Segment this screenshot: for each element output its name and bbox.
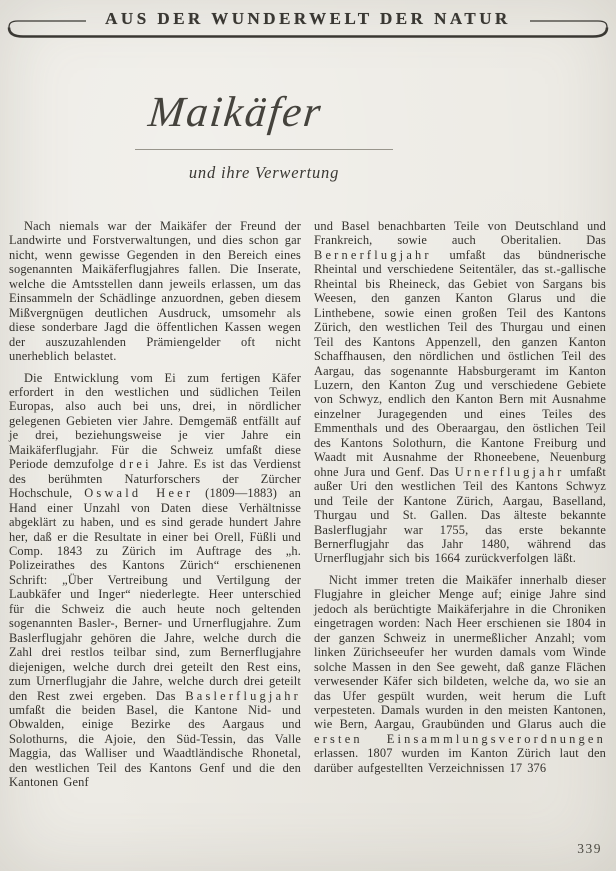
text-segment: Nicht immer treten die Maikäfer innerhalb dieser Flugjahre in gleicher Menge auf; einige Jahre sind jedoch als berüchtigte Maikäferjahre in die Chroniken eingetragen worden: Nach Heer erschienen sie 1804 in der ganzen Schweiz in unermeßlicher Anzahl; vom linken Zürichseeufer her wurden damals vom Winde solche Massen in den See geweht, daß ganze Flächen verwesender Käfer sich bildeten, welche da, wo sie an das Ufer gespült wurden, weit herum die Luft verpesteten. Damals wurden in den meisten Kantonen, wie Bern, Aargau, Graubünden und Glarus auch die [314, 572, 606, 732]
text-segment: umfaßt die beiden Basel, die Kantone Nid- und Obwalden, einige Bezirke des Aargaus und Solothurns, die Ajoie, den Süd-Tessin, das Valle Maggia, das Walliser und Waadtländische Rhonetal, den westlichen Teil des Kantons Genf und die den Kantonen Genf [9, 702, 301, 790]
paragraph [314, 573, 606, 775]
page-header [0, 0, 616, 46]
text-segment: Jahre. Es ist das Verdienst des berühmten Naturforschers der Zürcher Hochschule, [9, 457, 302, 501]
text-segment: Die Entwicklung vom Ei zum fertigen Käfer erfordert in den westlichen und südlichen Teilen Europas, also auch bei uns, drei, in nördlicher gelegenen Gebieten vier Jahre. Demgemäß entfällt auf je drei, beziehungsweise je vier Jahre ein Maikäferflugjahr. Für die Schweiz umfaßt diese Periode demzufolge [9, 370, 301, 472]
text-segment: umfaßt außer Uri den westlichen Teil des Kantons Schwyz und Teile der Kantone Zürich, Aargau, Baselland, Thurgau und St. Gallen. Das älteste bekannte Baslerflugjahr war 1755, das erste bekannte Bernerflugjahr das Jahr 1480, während das Urnerflugjahr sich bis 1664 zurückverfolgen läßt. [314, 464, 606, 566]
text-segment: Nach niemals war der Maikäfer der Freund der Landwirte und Forstverwaltungen, und dies schon gar nicht, wenn gewisse Gegenden in den Bereich eines sogenannten Maikäferflugjahres fallen. Die Inserate, welche die Amtsstellen dann jeweils erlassen, um das Einsammeln der Schädlinge anzuordnen, geben diesem Mißvergnügen deutlichen Ausdruck, umsomehr als diese sonderbare Jagd die öffentlichen Kassen wegen der auszuzahlenden Prämiengelder oft nicht unerheblich belastet. [9, 219, 301, 364]
letterspaced-text: Baslerflugjahr [185, 688, 301, 703]
article-title: Maikäfer [146, 89, 325, 136]
text-column-left [9, 219, 301, 790]
paragraph [9, 371, 301, 790]
letterspaced-text: Bernerflugjahr [314, 247, 432, 262]
section-title: AUS DER WUNDERWELT DER NATUR [105, 9, 511, 28]
text-column-right [314, 219, 606, 790]
title-rule [135, 149, 393, 150]
letterspaced-text: Urnerflugjahr [454, 464, 565, 479]
article-body [0, 219, 616, 790]
text-segment: erlassen. 1807 wurden im Kanton Zürich laut den darüber aufgestellten Verzeichnissen 17 376 [314, 746, 606, 775]
text-segment: und Basel benachbarten Teile von Deutschland und Frankreich, sowie auch Oberitalien. Das [314, 219, 606, 248]
letterspaced-text: ersten Einsammlungsverordnungen [314, 731, 606, 746]
article-subtitle: und ihre Verwertung [188, 163, 340, 182]
paragraph [9, 219, 301, 364]
text-segment: umfaßt das bündnerische Rheintal und verschiedene Seitentäler, das st.-gallische Rheintal bis Rheineck, das Gebiet von Sargans bis Weesen, den ganzen Kanton Glarus und die Linthebene, sowie einen großen Teil des Kantons Zürich, den westlichen Teil des Thurgau und einen Teil des Kantons Appenzell, den ganzen Kanton Schaffhausen, den nördlichen und östlichen Teil des Aargau, das sogenannte Habsburgeramt im Kanton Luzern, den Kanton Zug und verschiedene Gebiete von Schwyz, endlich den Kanton Bern mit Ausnahme einzelner Juragegenden und eines Teiles des Emmenthals und des Oberaargau, den östlichen Teil des Kantons Solothurn, die Kantone Freiburg und Waadt mit Ausnahme der Rhoneebene, Neuenburg ohne Jura und Genf. Das [314, 247, 606, 479]
page-number: 339 [577, 841, 602, 856]
letterspaced-text: drei [119, 457, 152, 472]
article-head [0, 46, 616, 183]
letterspaced-text: Oswald Heer [84, 486, 194, 501]
text-segment: (1809—1883) an Hand einer Unzahl von Daten diese Verhältnisse abgeklärt zu haben, und es sind gerade hundert Jahre her, daß er die Resultate in einer bei Orell, Füßli und Comp. 1843 zu Zürich im Auftrage des „h. Polizeirathes des Kantons Zürich“ erschienenen Schrift: „Über Vertreibung und Vertilgung der Laubkäfer und Inger“ niederlegte. Heer unterschied für die Schweiz die auch heute noch geltenden sogenannten Basler-, Berner- und Urnerflugjahre. Zum Baslerflugjahr gehören die Jahre, welche durch die Zahl drei restlos teilbar sind, zum Bernerflugjahre diejenigen, welche durch drei geteilt den Rest eins, zum Urnerflugjahr die Jahre, welche durch drei geteilt den Rest zwei ergeben. Das [9, 486, 301, 703]
paragraph [314, 219, 606, 566]
